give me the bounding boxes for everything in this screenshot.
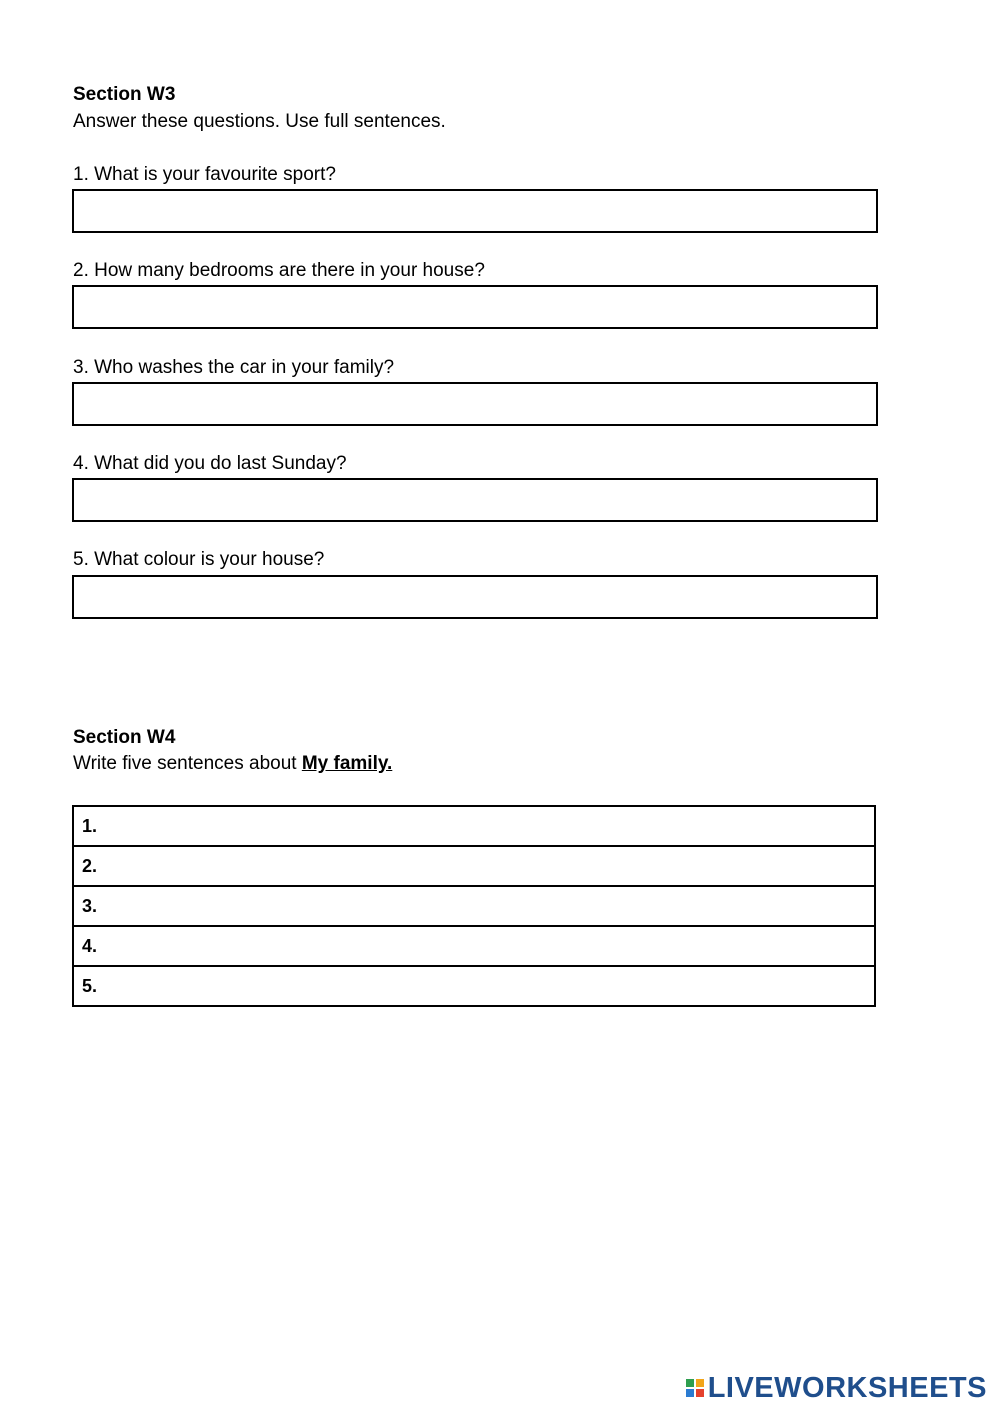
answer-3-box[interactable] [72,382,878,426]
sentence-row[interactable] [73,806,875,846]
logo-square-green [686,1379,694,1387]
answer-4-box[interactable] [72,478,878,522]
sentence-cell-1[interactable] [73,806,875,846]
logo-square-red [696,1389,704,1397]
section-w4-topic: My family. [301,753,393,774]
sentence-row[interactable] [73,846,875,886]
liveworksheets-logo [686,1373,987,1403]
section-w3-title: Section W3 [73,84,176,105]
section-w4-instruction-prefix: Write five sentences about [73,753,302,774]
answer-2-box[interactable] [72,285,878,329]
logo-text: LIVEWORKSHEETS [707,1371,987,1404]
sentence-number: 1. [82,815,98,836]
sentence-cell-2[interactable] [73,846,875,886]
sentence-cell-5[interactable] [73,966,875,1006]
question-4-text: 4. What did you do last Sunday? [73,453,347,474]
section-w4-instruction [73,753,392,775]
sentence-cell-4[interactable] [73,926,875,966]
section-w3-instruction: Answer these questions. Use full sentences. [73,111,446,132]
sentences-table [72,805,876,1007]
sentence-cell-3[interactable] [73,886,875,926]
question-3-text: 3. Who washes the car in your family? [73,357,395,378]
logo-square-orange [696,1379,704,1387]
sentence-number: 2. [82,855,98,876]
question-1-text: 1. What is your favourite sport? [73,164,336,185]
sentence-row[interactable] [73,886,875,926]
answer-1-box[interactable] [72,189,878,233]
question-5-text: 5. What colour is your house? [73,549,325,570]
sentence-row[interactable] [73,966,875,1006]
sentence-row[interactable] [73,926,875,966]
section-w4-title: Section W4 [73,727,176,748]
sentence-number: 5. [82,975,98,996]
sentence-number: 3. [82,895,98,916]
logo-mark-icon [686,1379,704,1397]
sentence-number: 4. [82,935,98,956]
logo-square-blue [686,1389,694,1397]
question-2-text: 2. How many bedrooms are there in your house? [73,260,485,281]
answer-5-box[interactable] [72,575,878,619]
